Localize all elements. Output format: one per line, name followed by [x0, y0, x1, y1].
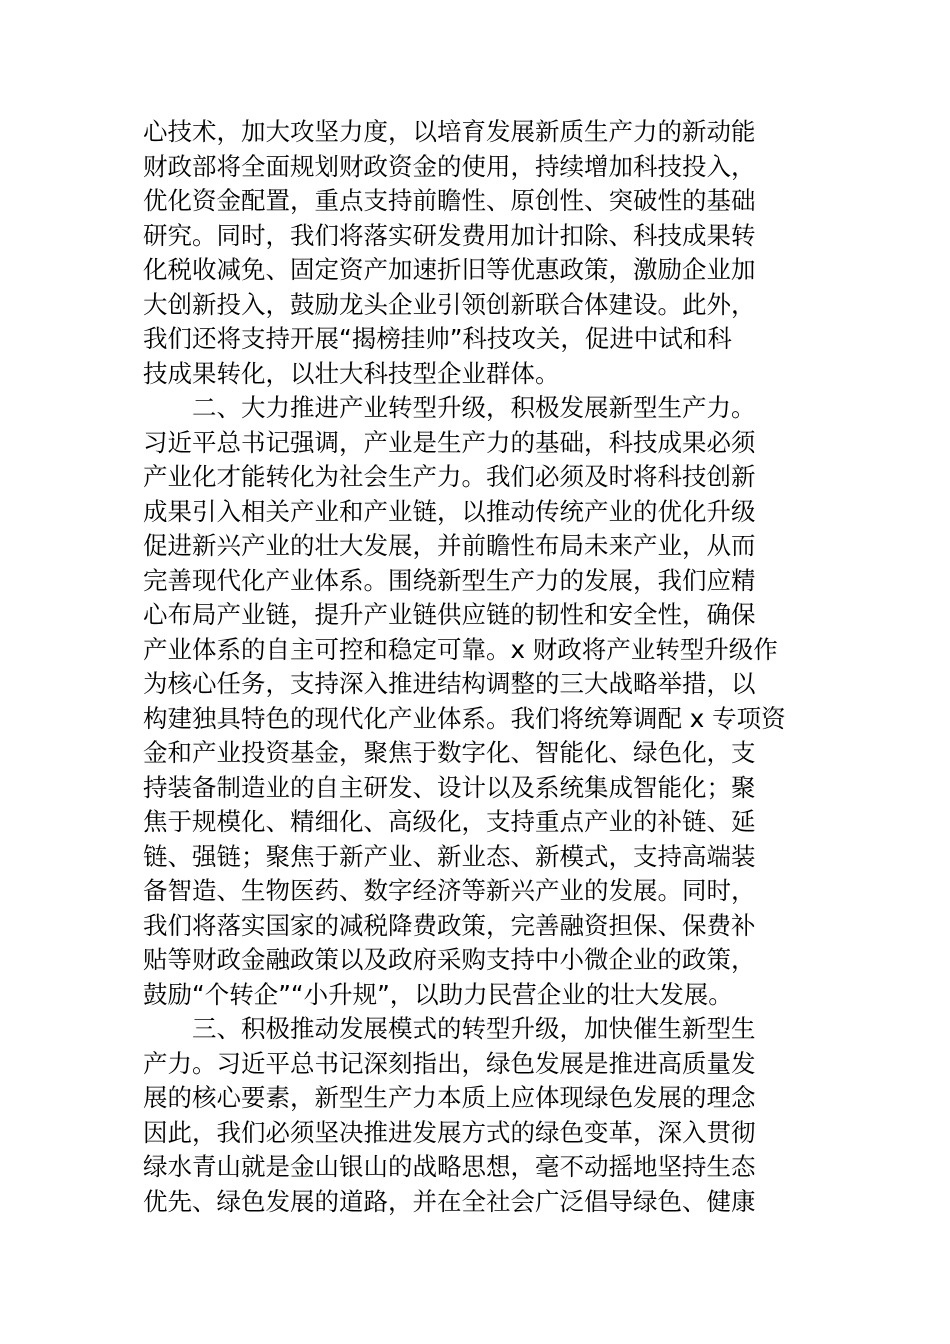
text-line: 优先、绿色发展的道路，并在全社会广泛倡导绿色、健康: [143, 1186, 756, 1216]
text-line: 成果引入相关产业和产业链，以推动传统产业的优化升级: [143, 496, 756, 526]
text-line: 习近平总书记强调，产业是生产力的基础，科技成果必须: [143, 427, 756, 457]
text-line: 绿水青山就是金山银山的战略思想，毫不动摇地坚持生态: [143, 1152, 756, 1181]
text-line: 我们还将支持开展“揭榜挂帅”科技攻关，促进中试和科: [143, 324, 732, 353]
text-line: 三、积极推动发展模式的转型升级，加快催生新型生: [143, 1014, 756, 1043]
text-line: 技成果转化，以壮大科技型企业群体。: [143, 358, 560, 388]
text-line: 完善现代化产业体系。围绕新型生产力的发展，我们应精: [143, 565, 756, 595]
text-line: 焦于规模化、精细化、高级化，支持重点产业的补链、延: [143, 807, 756, 836]
body-text: [143, 115, 813, 1219]
text-line: 产业体系的自主可控和稳定可靠。x 财政将产业转型升级作: [143, 634, 778, 664]
text-line: 我们将落实国家的减税降费政策，完善融资担保、保费补: [143, 910, 756, 940]
text-line: 产力。习近平总书记深刻指出，绿色发展是推进高质量发: [143, 1048, 756, 1078]
text-line: 促进新兴产业的壮大发展，并前瞻性布局未来产业，从而: [143, 531, 756, 560]
text-line: 心技术，加大攻坚力度，以培育发展新质生产力的新动能: [143, 117, 756, 146]
text-line: 因此，我们必须坚决推进发展方式的绿色变革，深入贯彻: [143, 1117, 756, 1147]
text-line: 优化资金配置，重点支持前瞻性、原创性、突破性的基础: [143, 186, 756, 215]
text-line: 备智造、生物医药、数字经济等新兴产业的发展。同时，: [143, 876, 756, 905]
text-line: 构建独具特色的现代化产业体系。我们将统筹调配 x 专项资: [143, 703, 786, 733]
text-line: 链、强链；聚焦于新产业、新业态、新模式，支持高端装: [143, 841, 756, 871]
text-line: 化税收减免、固定资产加速折旧等优惠政策，激励企业加: [143, 255, 756, 284]
text-line: 大创新投入，鼓励龙头企业引领创新联合体建设。此外，: [143, 289, 756, 319]
text-line: 财政部将全面规划财政资金的使用，持续增加科技投入，: [143, 151, 756, 181]
text-line: 鼓励“个转企”“小升规”，以助力民营企业的壮大发展。: [143, 979, 733, 1009]
text-line: 展的核心要素，新型生产力本质上应体现绿色发展的理念: [143, 1083, 756, 1112]
text-line: 为核心任务，支持深入推进结构调整的三大战略举措，以: [143, 669, 756, 698]
text-line: 产业化才能转化为社会生产力。我们必须及时将科技创新: [143, 462, 756, 491]
text-line: 研究。同时，我们将落实研发费用加计扣除、科技成果转: [143, 220, 756, 250]
text-line: 金和产业投资基金，聚焦于数字化、智能化、绿色化，支: [143, 738, 756, 767]
text-line: 持装备制造业的自主研发、设计以及系统集成智能化；聚: [143, 772, 756, 802]
text-line: 心布局产业链，提升产业链供应链的韧性和安全性，确保: [143, 600, 756, 629]
text-line: 贴等财政金融政策以及政府采购支持中小微企业的政策，: [143, 945, 756, 974]
text-line: 二、大力推进产业转型升级，积极发展新型生产力。: [143, 393, 756, 422]
